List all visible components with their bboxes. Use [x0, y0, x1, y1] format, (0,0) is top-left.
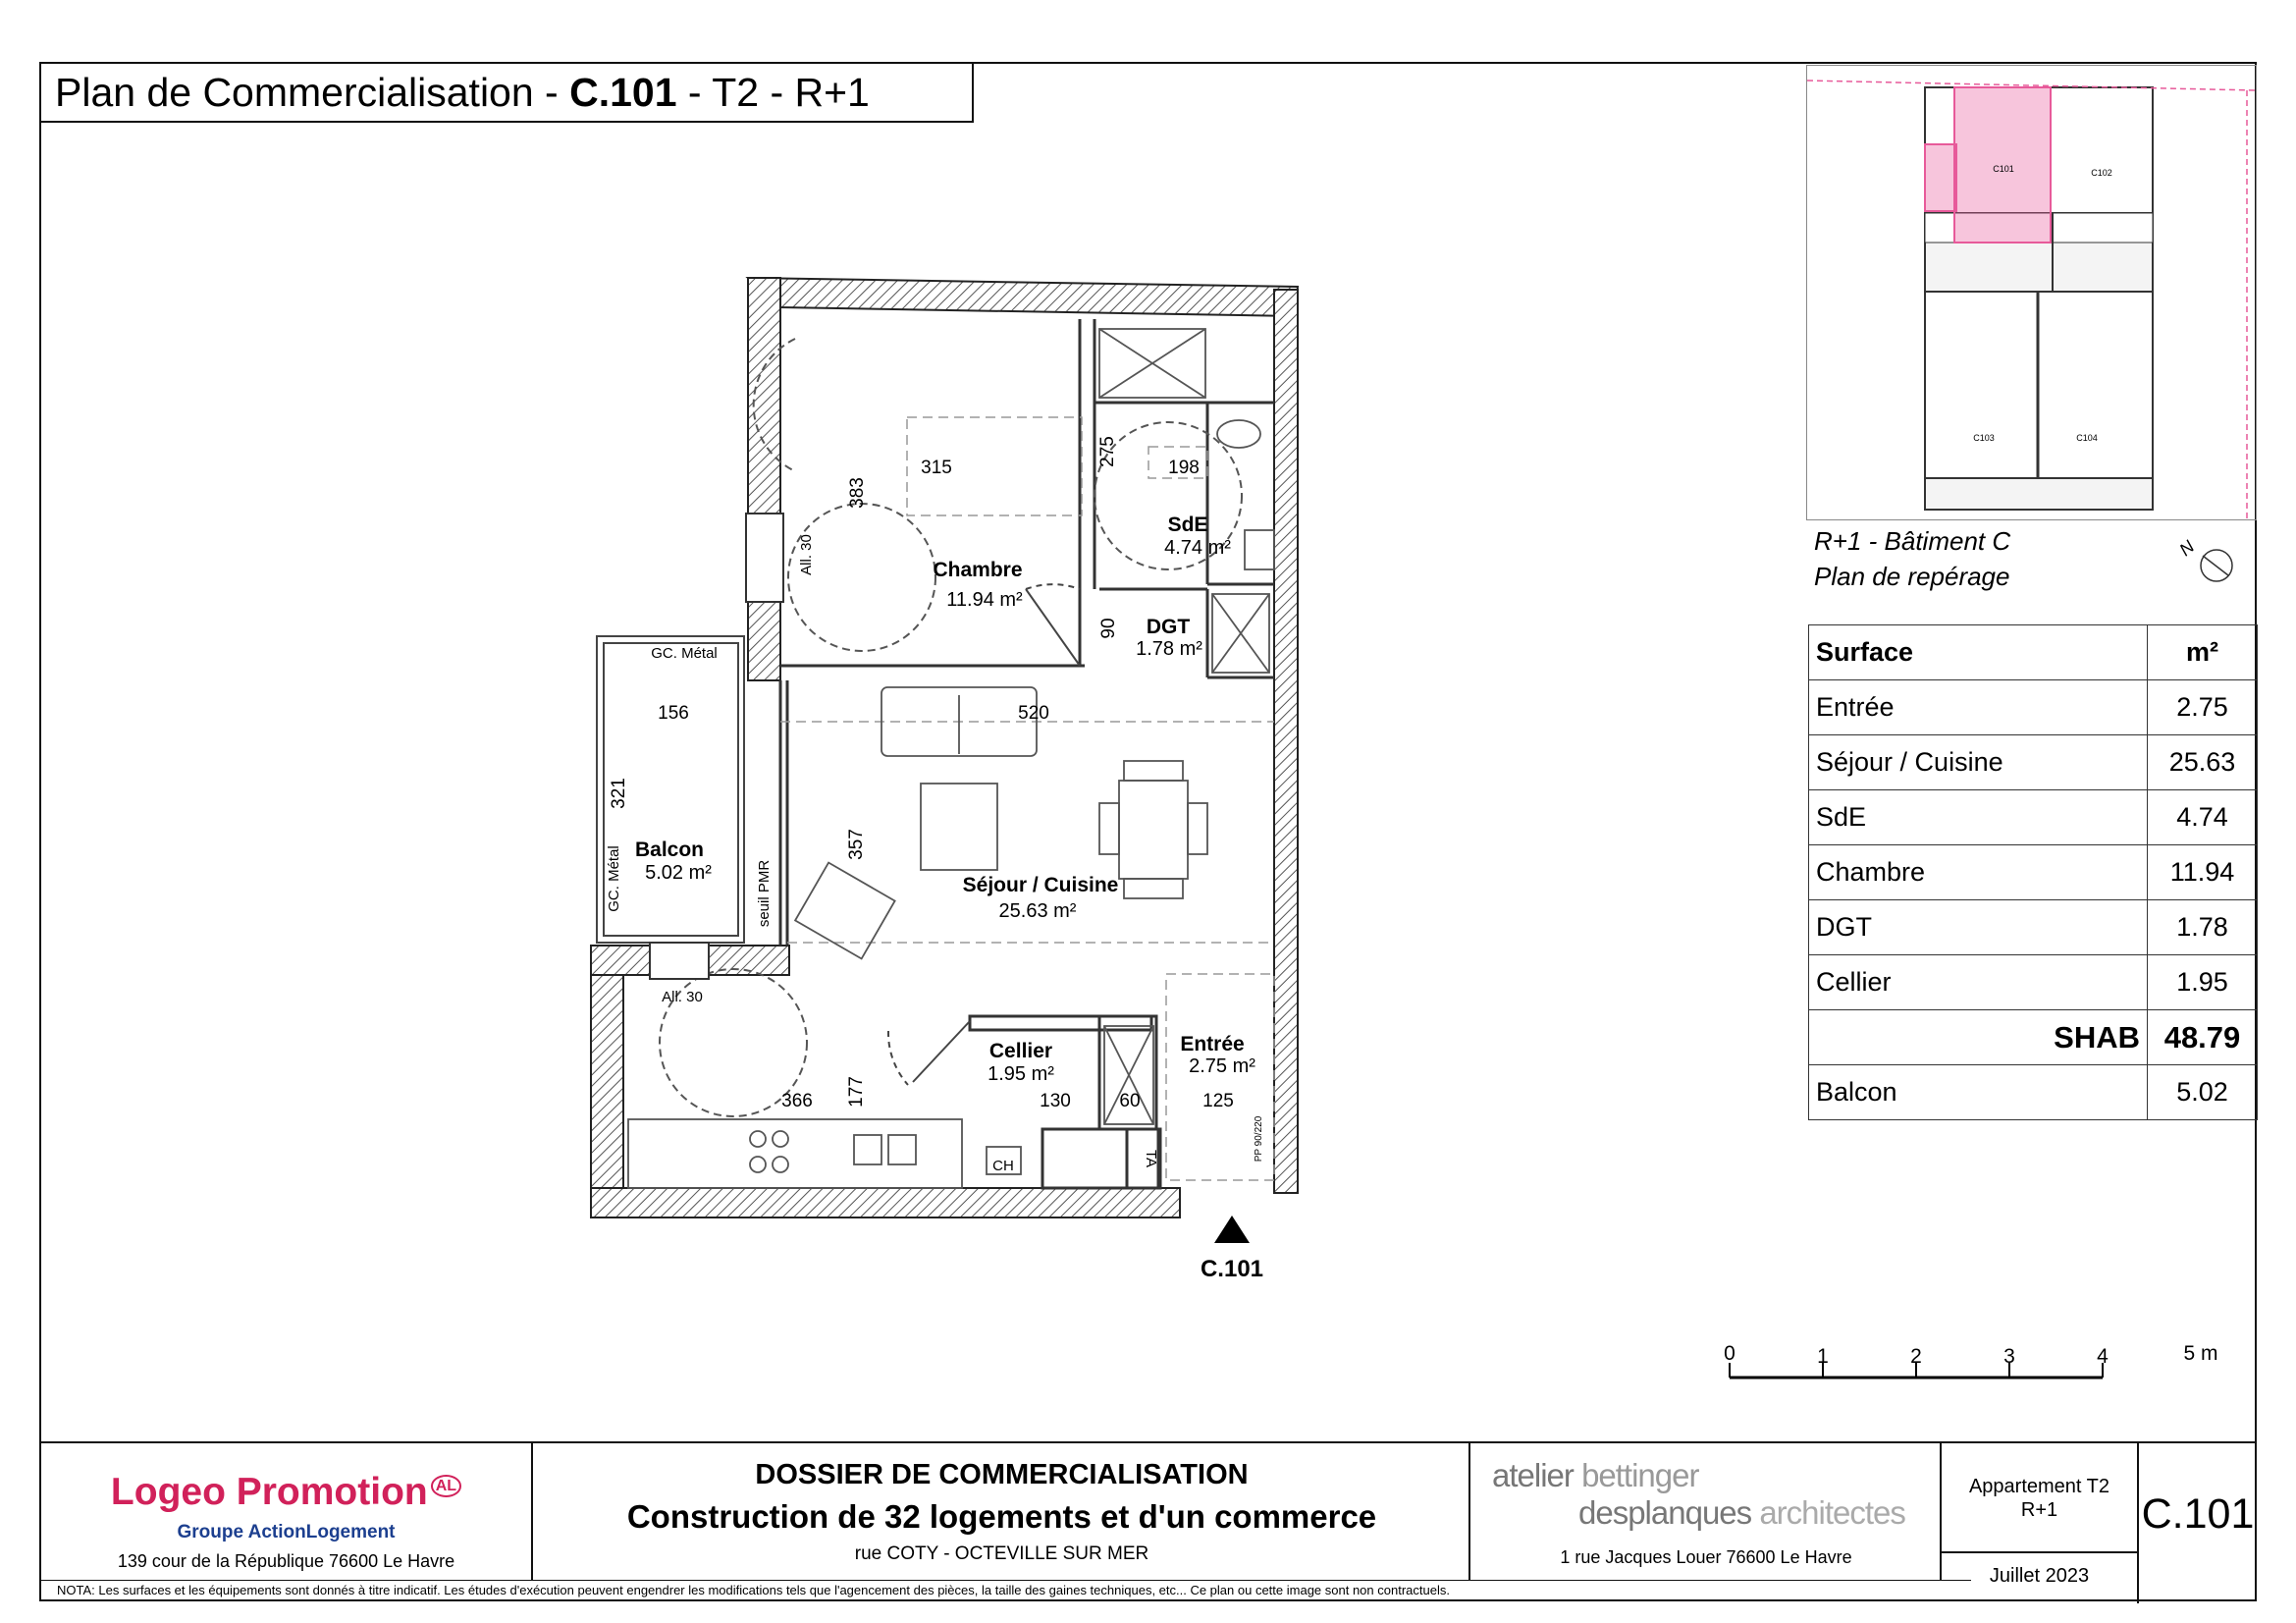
- apt-level: R+1: [2020, 1499, 2058, 1521]
- dim-156: 156: [658, 703, 689, 724]
- dim-520: 520: [1018, 703, 1049, 724]
- scale-tick-4: 4: [2097, 1345, 2109, 1368]
- brand-mark: AL: [431, 1475, 461, 1497]
- room-area-cellier: 1.95 m²: [988, 1063, 1054, 1085]
- dim-60: 60: [1119, 1091, 1141, 1111]
- brand-logo: [39, 1471, 533, 1514]
- scale-tick-3: 3: [2003, 1345, 2015, 1368]
- locator-unit-c103: C103: [1973, 433, 1995, 443]
- row-value: 25.63: [2148, 735, 2258, 790]
- project-location: rue COTY - OCTEVILLE SUR MER: [854, 1543, 1149, 1564]
- room-name-sejour: Séjour / Cuisine: [962, 874, 1119, 896]
- room-area-sejour: 25.63 m²: [998, 900, 1077, 922]
- dim-198: 198: [1168, 458, 1200, 478]
- gc-metal-label-side: GC. Métal: [606, 845, 622, 912]
- table-row: [1809, 790, 2258, 845]
- dim-383: 383: [847, 477, 868, 509]
- gc-metal-label-top: GC. Métal: [651, 645, 718, 662]
- table-row: [1809, 955, 2258, 1010]
- project-name: Construction de 32 logements et d'un commerce: [626, 1498, 1377, 1535]
- scale-tick-0: 0: [1724, 1342, 1735, 1365]
- developer-block: [39, 1443, 533, 1581]
- scale-tick-5: 5 m: [2183, 1342, 2218, 1365]
- pp-label: PP 90/220: [1254, 1115, 1264, 1163]
- room-name-balcon: Balcon: [634, 839, 705, 861]
- architect-line1: [1492, 1457, 1699, 1494]
- dim-125: 125: [1202, 1091, 1234, 1111]
- locator-unit-c104: C104: [2076, 433, 2098, 443]
- row-label: SdE: [1809, 790, 2148, 845]
- dim-315: 315: [921, 458, 952, 478]
- dossier-title: DOSSIER DE COMMERCIALISATION: [755, 1459, 1249, 1490]
- apt-date: Juillet 2023: [1989, 1565, 2090, 1587]
- table-header: [1809, 625, 2258, 680]
- table-row: [1809, 680, 2258, 735]
- room-area-balcon: 5.02 m²: [645, 862, 712, 884]
- scale-tick-2: 2: [1910, 1345, 1922, 1368]
- title-prefix: Plan de Commercialisation -: [55, 70, 570, 115]
- disclaimer-note: NOTA: Les surfaces et les équipements sont donnés à titre indicatif. Les études d'exécution peuvent engendrer les modifications tels que l'agencement des pièces, la taille des gaines techniques, etc... Ce plan ou cette image sont non contractuels.: [39, 1580, 1971, 1600]
- all30-label-balcony: All. 30: [662, 989, 703, 1005]
- apt-divider: [1942, 1551, 2137, 1553]
- brand-address: 139 cour de la République 76600 Le Havre: [117, 1551, 455, 1571]
- architect-line2-a: desplanques: [1578, 1494, 1752, 1531]
- title-suffix: - T2 - R+1: [676, 70, 870, 115]
- row-value: 1.95: [2148, 955, 2258, 1010]
- balcon-row: [1809, 1065, 2258, 1120]
- room-name-entree: Entrée: [1180, 1033, 1245, 1055]
- room-area-sde: 4.74 m²: [1164, 537, 1231, 559]
- project-block: [533, 1443, 1470, 1581]
- brand-name: Logeo Promotion: [110, 1471, 428, 1513]
- north-arrow: [2167, 538, 2236, 587]
- all30-label-window: All. 30: [798, 534, 815, 575]
- room-labels: [635, 514, 1255, 1085]
- row-label: Chambre: [1809, 845, 2148, 900]
- room-area-chambre: 11.94 m²: [946, 589, 1023, 611]
- dim-321: 321: [609, 778, 629, 809]
- ta-label: TA: [1143, 1149, 1159, 1168]
- balcon-label: Balcon: [1809, 1065, 2148, 1120]
- room-name-dgt: DGT: [1146, 616, 1191, 638]
- architect-block: [1470, 1443, 1942, 1581]
- architect-line2-b: architectes: [1751, 1494, 1905, 1531]
- locator-unit-c102: C102: [2091, 168, 2112, 178]
- header-surface: Surface: [1809, 625, 2148, 680]
- locator-plan: [1806, 65, 2257, 520]
- shab-label: SHAB: [1809, 1010, 2148, 1065]
- room-name-chambre: Chambre: [933, 559, 1023, 581]
- apt-type: Appartement T2: [1968, 1476, 2110, 1497]
- locator-caption: [1814, 523, 2010, 594]
- locator-plan-drawing: [1807, 66, 2256, 519]
- turning-circles: [660, 339, 1245, 1116]
- row-label: DGT: [1809, 900, 2148, 955]
- row-value: 2.75: [2148, 680, 2258, 735]
- shab-row: [1809, 1010, 2258, 1065]
- room-name-cellier: Cellier: [988, 1040, 1053, 1062]
- room-name-sde: SdE: [1167, 514, 1208, 536]
- shab-value: 48.79: [2148, 1010, 2258, 1065]
- header-unit: m²: [2148, 625, 2258, 680]
- surface-table: [1808, 624, 2258, 1120]
- dim-275: 275: [1097, 436, 1118, 467]
- seuil-pmr-label: seuil PMR: [756, 859, 773, 928]
- doors: [888, 584, 1080, 1085]
- row-label: Cellier: [1809, 955, 2148, 1010]
- dim-357: 357: [846, 829, 867, 860]
- row-value: 4.74: [2148, 790, 2258, 845]
- apartment-block: [1942, 1443, 2139, 1587]
- table-row: [1809, 735, 2258, 790]
- locator-caption-line1: R+1 - Bâtiment C: [1814, 526, 2011, 556]
- dim-177: 177: [846, 1076, 867, 1108]
- balcon-value: 5.02: [2148, 1065, 2258, 1120]
- architect-line1-b: bettinger: [1581, 1457, 1699, 1493]
- locator-caption-line2: Plan de repérage: [1814, 562, 2010, 591]
- row-label: Séjour / Cuisine: [1809, 735, 2148, 790]
- row-label: Entrée: [1809, 680, 2148, 735]
- entrance-marker: [1201, 1216, 1263, 1282]
- ch-label: CH: [992, 1158, 1014, 1174]
- entrance-label: C.101: [1200, 1256, 1264, 1282]
- table-row: [1809, 900, 2258, 955]
- room-area-entree: 2.75 m²: [1189, 1055, 1255, 1077]
- scale-tick-1: 1: [1817, 1345, 1829, 1368]
- row-value: 11.94: [2148, 845, 2258, 900]
- dim-130: 130: [1040, 1091, 1071, 1111]
- north-arrow-icon: [2167, 538, 2236, 587]
- locator-unit-c101: C101: [1993, 164, 2014, 174]
- dimensions: [609, 436, 1234, 1111]
- group-prefix: Groupe Action: [177, 1522, 306, 1542]
- title-lot: C.101: [569, 70, 677, 115]
- table-row: [1809, 845, 2258, 900]
- architect-line1-a: atelier: [1492, 1457, 1582, 1493]
- footer-lot: C.101: [2141, 1490, 2255, 1538]
- room-area-dgt: 1.78 m²: [1136, 638, 1202, 660]
- group-suffix: Logement: [305, 1522, 396, 1542]
- architect-line2: [1578, 1494, 1905, 1532]
- architect-address: 1 rue Jacques Louer 76600 Le Havre: [1560, 1547, 1852, 1567]
- dim-90: 90: [1098, 618, 1119, 639]
- north-label: N: [2175, 536, 2199, 561]
- row-value: 1.78: [2148, 900, 2258, 955]
- dim-366: 366: [781, 1091, 813, 1111]
- group-label: [39, 1522, 533, 1543]
